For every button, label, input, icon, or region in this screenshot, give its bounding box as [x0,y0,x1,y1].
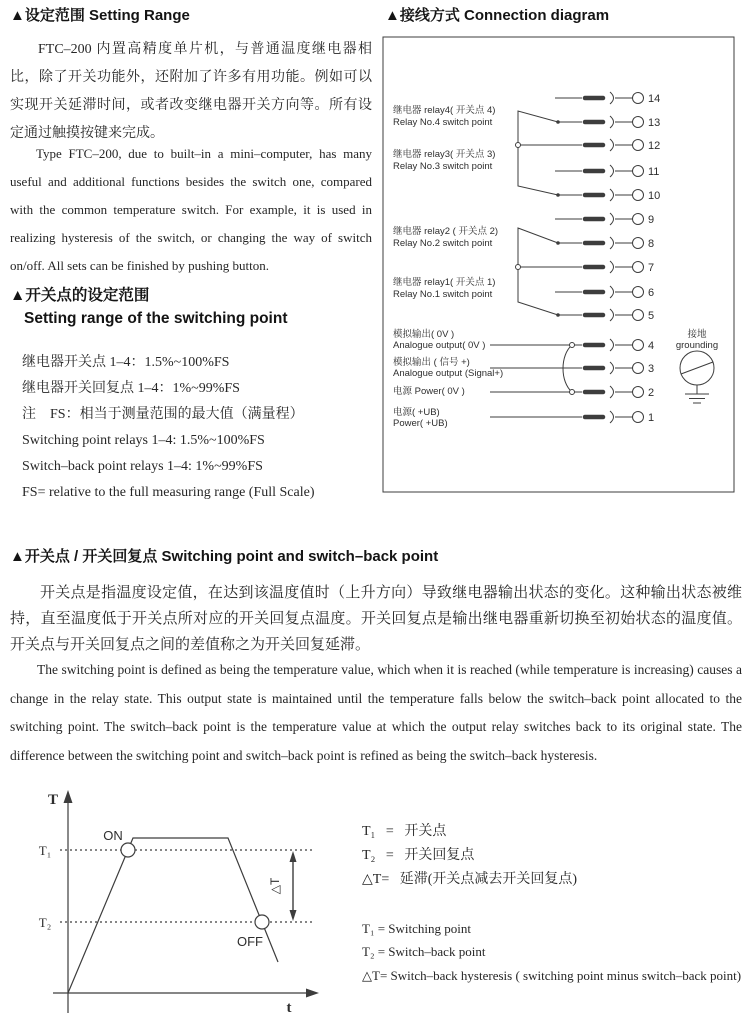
terminal-number: 13 [648,117,661,129]
legend-t2-cn: T₂ = 开关回复点 [362,848,475,863]
terminal-number: 7 [648,262,655,274]
ground-label-cn: 接地 [687,329,707,340]
terminal-row [555,213,644,225]
terminal-row [558,309,644,321]
spec-line: 继电器开关点 1–4：1.5%~100%FS [22,355,230,370]
switch-setting-heading-cn: ▲开关点的设定范围 [10,287,150,304]
off-label: OFF [237,934,263,949]
relay1-label-cn: 继电器 relay1( 开关点 1) [393,277,496,288]
spec-line: 注 FS：相当于测量范围的最大值（满量程） [22,407,304,422]
terminal-numbers [648,93,660,424]
relay2-label-en: Relay No.2 switch point [393,238,493,249]
time-axis-arrowhead [306,989,319,998]
spec-line: FS= relative to the full measuring range (Full Scale) [22,485,315,500]
terminal-number: 3 [648,363,655,375]
power-ub-label-cn: 电源( +UB) [393,407,440,418]
ground-icon [680,351,714,403]
spec-list [22,350,377,506]
ground-label-en: grounding [675,340,719,351]
connection-heading: ▲接线方式 Connection diagram [385,7,610,24]
analog-signal-label-cn: 模拟输出 ( 信号 +) [393,357,470,368]
delta-arrow-down-head [290,910,297,921]
terminal-row [518,139,644,151]
setting-range-paragraph-en: Type FTC–200, due to built–in a mini–computer, has many useful and additional functions besides the switch one, compared with the common temperature switch. For example, it is used in realizing hysteresis of the switch, or changing the way of switch on/off. All sets can be finished by pushing button. [10,146,372,273]
switching-point-heading: ▲开关点 / 开关回复点 Switching point and switch–back point [10,548,439,565]
on-label: ON [103,828,123,843]
terminal-row [490,411,644,423]
spec-line: Switching point relays 1–4: 1.5%~100%FS [22,433,265,448]
t-axis-label: T [47,792,59,808]
terminal-number: 1 [648,412,655,424]
legend-dt-cn: △T= 延滞(开关点减去开关回复点) [362,872,578,887]
relay4-label-cn: 继电器 relay4( 开关点 4) [393,105,496,116]
terminal-number: 2 [648,387,655,399]
connection-diagram [381,36,741,498]
relay-switch-symbol [516,228,560,317]
terminal-number: 12 [648,140,661,152]
switching-point-paragraph-en: The switching point is defined as being the temperature value, which when it is reached (while temperature is increasing) causes a change in the relay state. This output state is maintained until the temperature falls below the switch–back point allocated to the switching point. The switch–back point is the temperature value at which the output relay switches back to its original state. The difference between the switching point and switch–back point is refined as being the switch–back hysteresis. [10,662,742,763]
terminal-row [555,92,644,104]
legend-t2-en: T₂ = Switch–back point [362,944,486,959]
spec-line: Switch–back point relays 1–4: 1%~99%FS [22,459,263,474]
legend-dt-en: △T= Switch–back hysteresis ( switching point minus switch–back point) [362,968,742,983]
terminal-number: 9 [648,214,655,226]
time-axis-label: t [286,1000,292,1015]
setting-range-heading: ▲设定范围 Setting Range [10,7,190,24]
relay-switch-symbol [516,111,560,197]
terminal-row [558,116,644,128]
terminal-number: 6 [648,287,655,299]
power-ub-label-en: Power( +UB) [393,418,448,429]
temperature-curve [68,838,278,993]
terminal-row [490,362,644,374]
terminal-row [558,189,644,201]
off-marker [255,915,269,929]
delta-t-label: △T [268,877,282,895]
terminal-row [490,339,644,351]
terminal-number: 14 [648,93,661,105]
delta-arrow-up-head [290,851,297,862]
temperature-axis-arrowhead [64,790,73,803]
terminal-number: 8 [648,238,655,250]
analog-0v-label-en: Analogue output( 0V ) [393,340,486,351]
relay1-label-en: Relay No.1 switch point [393,289,493,300]
setting-range-paragraph-cn: FTC–200 内置高精度单片机，与普通温度继电器相比，除了开关功能外，还附加了许多有用功能。例如可以实现开关延滞时间，或者改变继电器开关方向等。所有设定通过触摸按键来完成。 [10,42,372,141]
terminal-number: 4 [648,340,655,352]
t1-tick-label: T₁ [38,843,52,858]
spec-line: 继电器开关回复点 1–4：1%~99%FS [22,381,240,396]
analog-0v-label-cn: 模拟输出( 0V ) [393,329,455,340]
terminal-row [490,386,644,398]
terminal-row [558,237,644,249]
terminal-number: 5 [648,310,655,322]
relay2-label-cn: 继电器 relay2 ( 开关点 2) [393,226,499,237]
terminal-number: 11 [648,166,660,178]
switching-point-paragraph-cn: 开关点是指温度设定值，在达到该温度值时（上升方向）导致继电器输出状态的变化。这种输出状态被维持，直至温度低于开关点所对应的开关回复点温度。开关回复点是输出继电器重新切换至初始状态的温度值。开关点与开关回复点之间的差值称之为开关回复延滞。 [10,585,742,653]
relay3-label-en: Relay No.3 switch point [393,161,493,172]
hysteresis-graph [15,782,350,1015]
power-0v-label: 电源 Power( 0V ) [393,386,465,397]
legend-t1-en: T₁ = Switching point [362,921,472,936]
relay4-label-en: Relay No.4 switch point [393,117,493,128]
terminal-number: 10 [648,190,661,202]
terminal-row [555,286,644,298]
analog-signal-label-en: Analogue output (Signal+) [393,368,504,379]
terminal-row [518,261,644,273]
relay3-label-cn: 继电器 relay3( 开关点 3) [393,149,496,160]
switch-setting-heading-en: Setting range of the switching point [24,310,288,327]
legend-t1-cn: T₁ = 开关点 [362,824,447,839]
switch-setting-heading [10,284,375,330]
t2-tick-label: T₂ [38,915,52,930]
on-marker [121,843,135,857]
terminal-row [555,165,644,177]
